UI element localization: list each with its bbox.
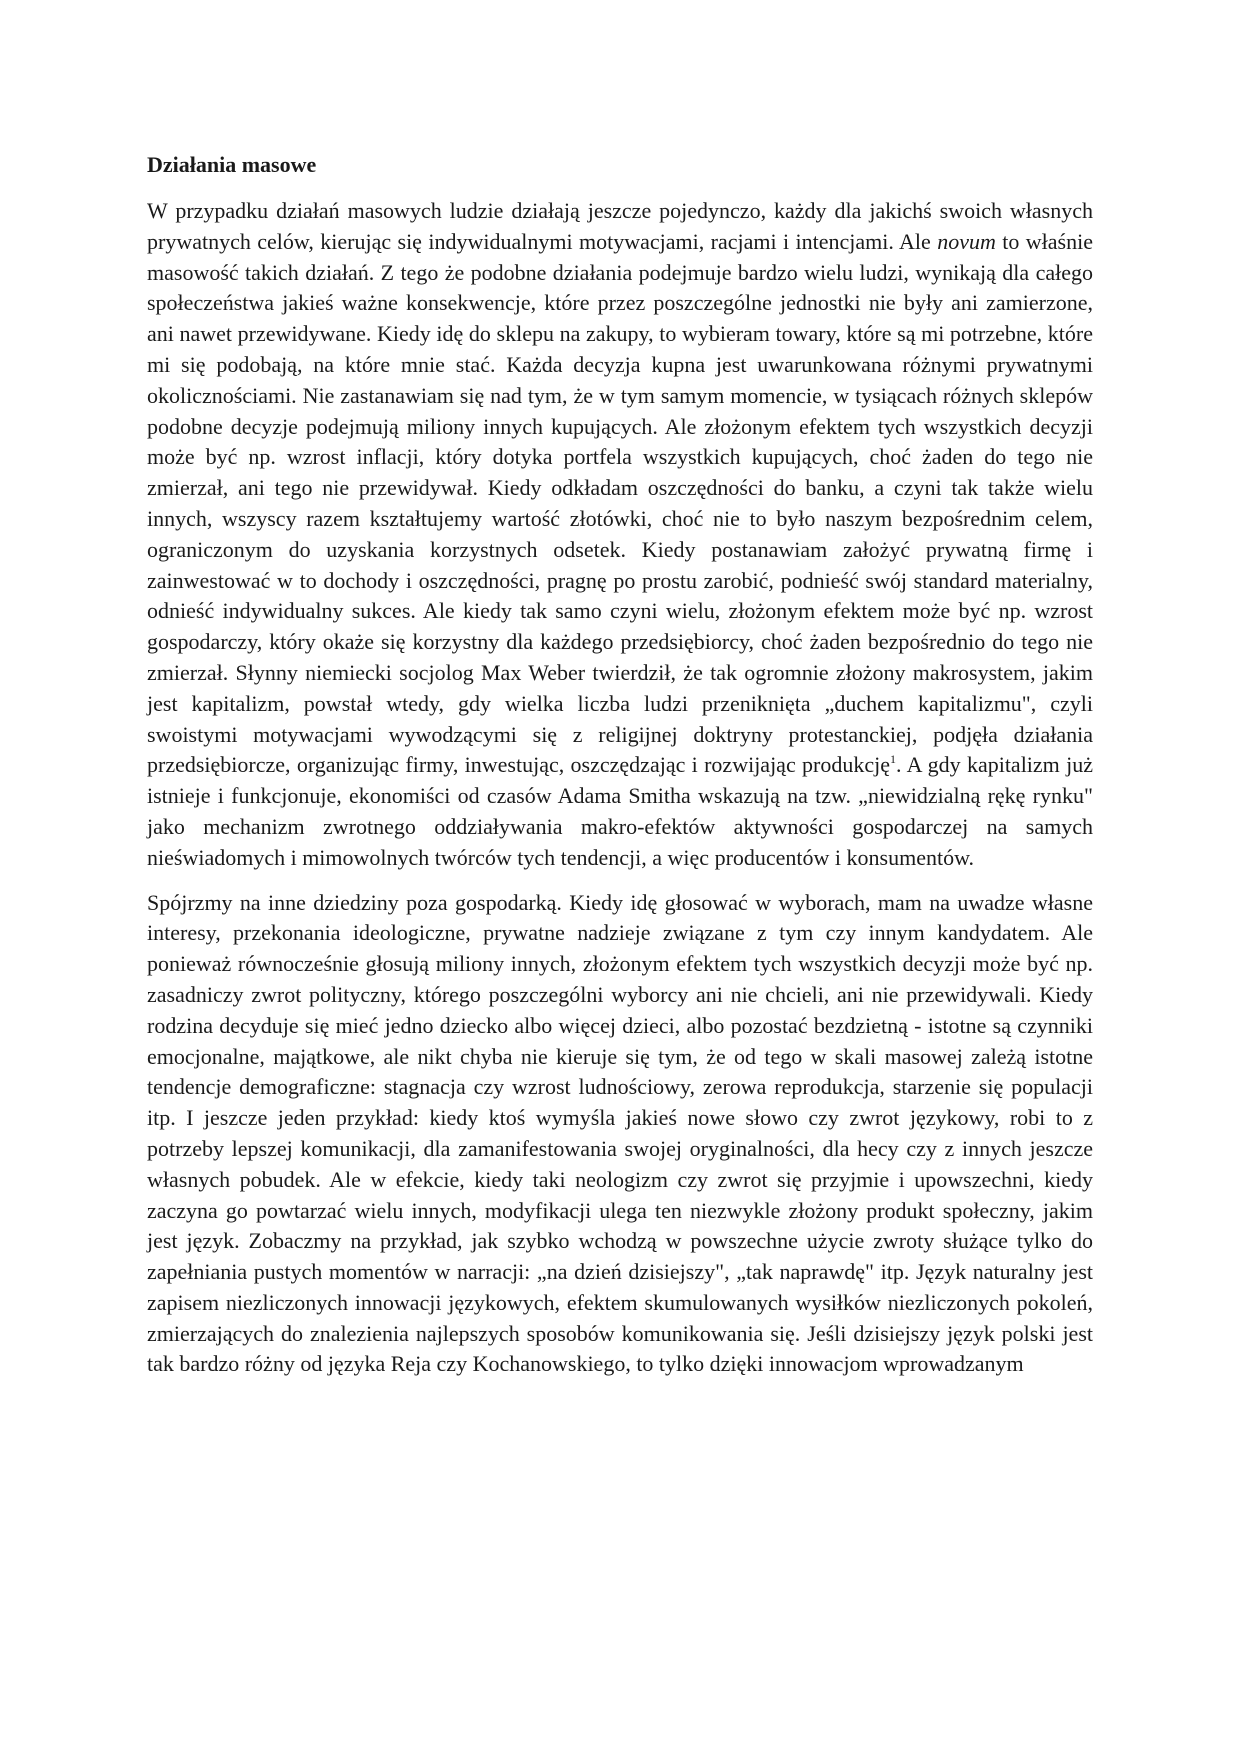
paragraph-1-text-c: . A gdy kapitalizm już istnieje i funkcjonuje, ekonomiści od czasów Adama Smitha wskazują na tzw. „niewidzialną rękę rynku" jako mechanizm zwrotnego oddziaływania makro-efektów aktywności gospodarczej na samych nieświadomych i mimowolnych twórców tych tendencji, a więc producentów i konsumentów. (147, 752, 1093, 870)
page-title: Działania masowe (147, 152, 317, 177)
paragraph-2: Spójrzmy na inne dziedziny poza gospodarką. Kiedy idę głosować w wyborach, mam na uwadze własne interesy, przekonania ideologiczne, prywatne nadzieje związane z tym czy innym kandydatem. Ale ponieważ równocześnie głosują miliony innych, złożonym efektem tych wszystkich decyzji może być np. zasadniczy zwrot polityczny, którego poszczególni wyborcy ani nie chcieli, ani nie przewidywali. Kiedy rodzina decyduje się mieć jedno dziecko albo więcej dzieci, albo pozostać bezdzietną - istotne są czynniki emocjonalne, majątkowe, ale nikt chyba nie kieruje się tym, że od tego w skali masowej zależą istotne tendencje demograficzne: stagnacja czy wzrost ludnościowy, zerowa reprodukcja, starzenie się populacji itp. I jeszcze jeden przykład: kiedy ktoś wymyśla jakieś nowe słowo czy zwrot językowy, robi to z potrzeby lepszej komunikacji, dla zamanifestowania swojej oryginalności, dla hecy czy z innych jeszcze własnych pobudek. Ale w efekcie, kiedy taki neologizm czy zwrot się przyjmie i upowszechni, kiedy zaczyna go powtarzać wielu innych, modyfikacji ulega ten niezwykle złożony produkt społeczny, jakim jest język. Zobaczmy na przykład, jak szybko wchodzą w powszechne użycie zwroty służące tylko do zapełniania pustych momentów w narracji: „na dzień dzisiejszy", „tak naprawdę" itp. Język naturalny jest zapisem niezliczonych innowacji językowych, efektem skumulowanych wysiłków niezliczonych pokoleń, zmierzających do znalezienia najlepszych sposobów komunikowania się. Jeśli dzisiejszy język polski jest tak bardzo różny od języka Reja czy Kochanowskiego, to tylko dzięki innowacjom wprowadzanym (147, 889, 1093, 1377)
paragraph-1-emphasis: novum (937, 228, 996, 254)
paragraph-1 (147, 196, 1093, 874)
paragraph-1-text-b: to właśnie masowość takich działań. Z tego że podobne działania podejmuje bardzo wielu ludzi, wynikają dla całego społeczeństwa jakieś ważne konsekwencje, które przez poszczególne jednostki nie były ani zamierzone, ani nawet przewidywane. Kiedy idę do sklepu na zakupy, to wybieram towary, które są mi potrzebne, które mi się podobają, na które mnie stać. Każda decyzja kupna jest uwarunkowana różnymi prywatnymi okolicznościami. Nie zastanawiam się nad tym, że w tym samym momencie, w tysiącach różnych sklepów podobne decyzje podejmują miliony innych kupujących. Ale złożonym efektem tych wszystkich decyzji może być np. wzrost inflacji, który dotyka portfela wszystkich kupujących, choć żaden do tego nie zmierzał, ani tego nie przewidywał. Kiedy odkładam oszczędności do banku, a czyni tak także wielu innych, wszyscy razem kształtujemy wartość złotówki, choć nie to było naszym bezpośrednim celem, ograniczonym do uzyskania korzystnych odsetek. Kiedy postanawiam założyć prywatną firmę i zainwestować w to dochody i oszczędności, pragnę po prostu zarobić, podnieść swój standard materialny, odnieść indywidualny sukces. Ale kiedy tak samo czyni wielu, złożonym efektem może być np. wzrost gospodarczy, który okaże się korzystny dla każdego przedsiębiorcy, choć żaden bezpośrednio do tego nie zmierzał. Słynny niemiecki socjolog Max Weber twierdził, że tak ogromnie złożony makrosystem, jakim jest kapitalizm, powstał wtedy, gdy wielka liczba ludzi przeniknięta „duchem kapitalizmu", czyli swoistymi motywacjami wywodzącymi się z religijnej doktryny protestanckiej, podjęła działania przedsiębiorcze, organizując firmy, inwestując, oszczędzając i rozwijając produkcję (147, 228, 1093, 778)
paragraph-1-text-a: W przypadku działań masowych ludzie działają jeszcze pojedynczo, każdy dla jakichś swoich własnych prywatnych celów, kierując się indywidualnymi motywacjami, racjami i intencjami. Ale (147, 198, 1093, 254)
footnote-marker: 1 (890, 752, 897, 767)
document-body (147, 150, 1093, 1394)
